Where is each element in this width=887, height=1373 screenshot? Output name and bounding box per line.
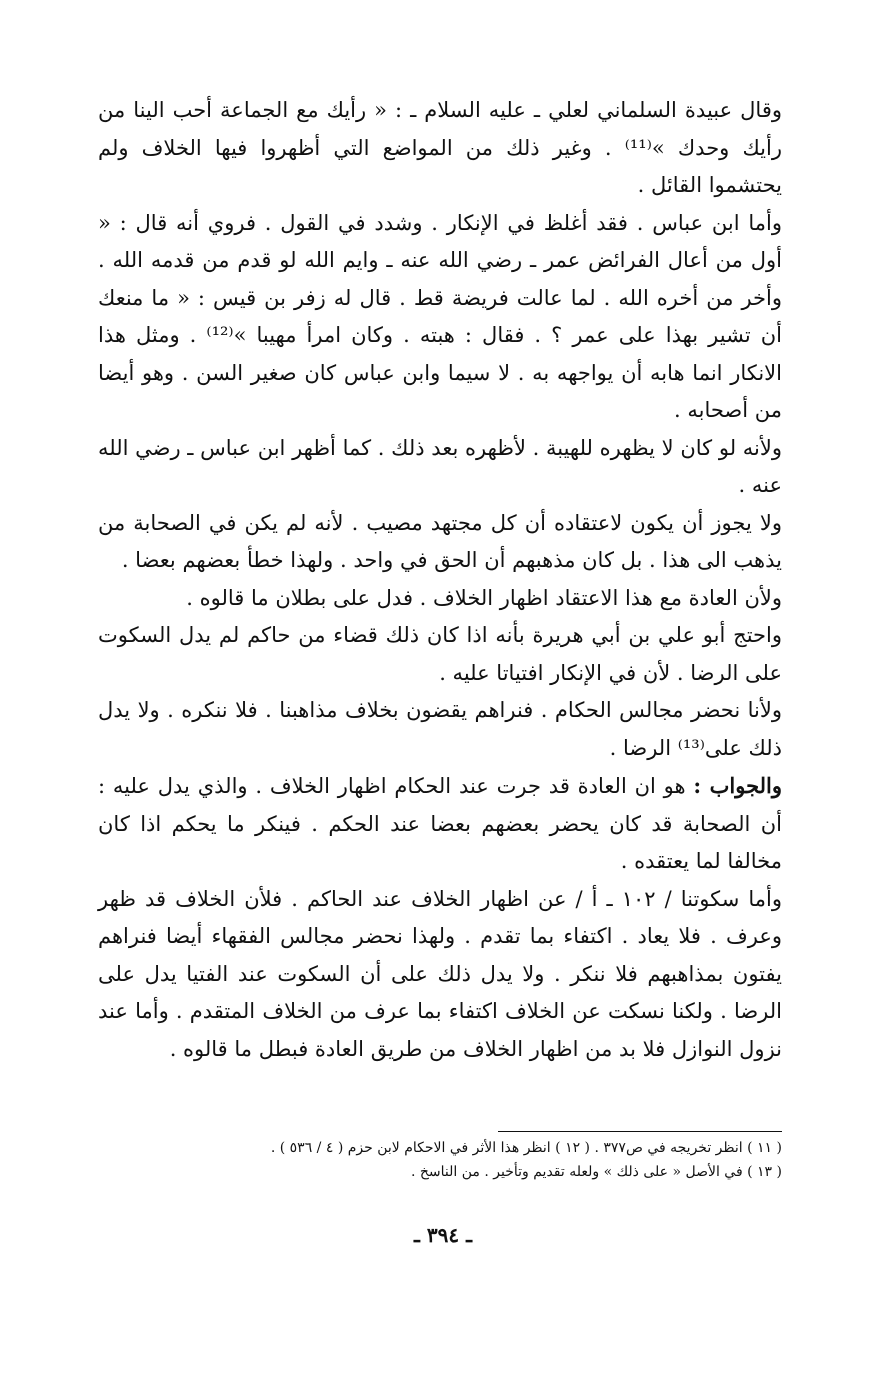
main-text (98, 92, 782, 1068)
paragraph-7: ولأنا نحضر مجالس الحكام . فنراهم يقضون بخلاف مذاهبنا . فلا ننكره . ولا يدل ذلك على⁽¹³⁾ الرضا . (98, 698, 782, 760)
answer-text: هو ان العادة قد جرت عند الحكام اظهار الخلاف . والذي يدل عليه : أن الصحابة قد كان يحضر بعضهم بعضا عند الحكم . فينكر ما يحكم اذا كان مخالفا لما يعتقده . (98, 774, 782, 873)
paragraph-3: ولأنه لو كان لا يظهره للهيبة . لأظهره بعد ذلك . كما أظهر ابن عباس ـ رضي الله عنه . (98, 435, 782, 497)
last-paragraph: وأما سكوتنا / ١٠٢ ـ أ / عن اظهار الخلاف عند الحاكم . فلأن الخلاف قد ظهر وعرف . فلا يعاد . اكتفاء بما تقدم . ولهذا نحضر مجالس الفقهاء أيضا فنراهم يفتون بمذاهبهم فلا ننكر . ولا يدل ذلك على أن السكوت عند الفتيا يدل على الرضا . ولكنا نسكت عن الخلاف اكتفاء بما عرف من الخلاف المتقدم . وأما عند نزول النوازل فلا بد من اظهار الخلاف من طريق العادة فبطل ما قالوه . (98, 886, 782, 1061)
paragraph-2: وأما ابن عباس . فقد أغلظ في الإنكار . وشدد في القول . فروي أنه قال : « أول من أعال الفرائض عمر ـ رضي الله عنه ـ وايم الله لو قدم من قدمه الله . وأخر من أخره الله . لما عالت فريضة قط . قال له زفر بن قيس : « ما منعك أن تشير بهذا على عمر ؟ . فقال : هبته . وكان امرأ مهيبا »⁽¹²⁾ . ومثل هذا الانكار انما هابه أن يواجهه به . لا سيما وابن عباس كان صغير السن . وهو أيضا من أصحابه . (98, 210, 782, 422)
page-number: ـ ٣٩٤ ـ (414, 1223, 472, 1247)
footnote-divider (498, 1131, 782, 1132)
paragraph-4: ولا يجوز أن يكون لاعتقاده أن كل مجتهد مصيب . لأنه لم يكن في الصحابة من يذهب الى هذا . بل كان مذهبهم أن الحق في واحد . ولهذا خطأ بعضهم بعضا . (98, 510, 782, 572)
paragraph-5: ولأن العادة مع هذا الاعتقاد اظهار الخلاف . فدل على بطلان ما قالوه . (186, 585, 782, 610)
footnote-line-1: ( ١١ ) انظر تخريجه في ص٣٧٧ . ( ١٢ ) انظر هذا الأثر في الاحكام لابن حزم ( ٤ / ٥٣٦ ) . (270, 1140, 782, 1156)
paragraph-1: وقال عبيدة السلماني لعلي ـ عليه السلام ـ : « رأيك مع الجماعة أحب الينا من رأيك وحدك »⁽¹¹⁾ . وغير ذلك من المواضع التي أظهروا فيها الخلاف ولم يحتشموا القائل . (98, 98, 782, 197)
answer-paragraph (98, 767, 782, 881)
footnotes (98, 1136, 782, 1184)
answer-lead: والجواب : (693, 773, 783, 798)
paragraph-6: واحتج أبو علي بن أبي هريرة بأنه اذا كان ذلك قضاء من حاكم لم يدل السكوت على الرضا . لأن في الإنكار افتياتا عليه . (98, 623, 782, 685)
footnote-line-2: ( ١٣ ) في الأصل « على ذلك » ولعله تقديم وتأخير . من الناسخ . (410, 1164, 782, 1180)
